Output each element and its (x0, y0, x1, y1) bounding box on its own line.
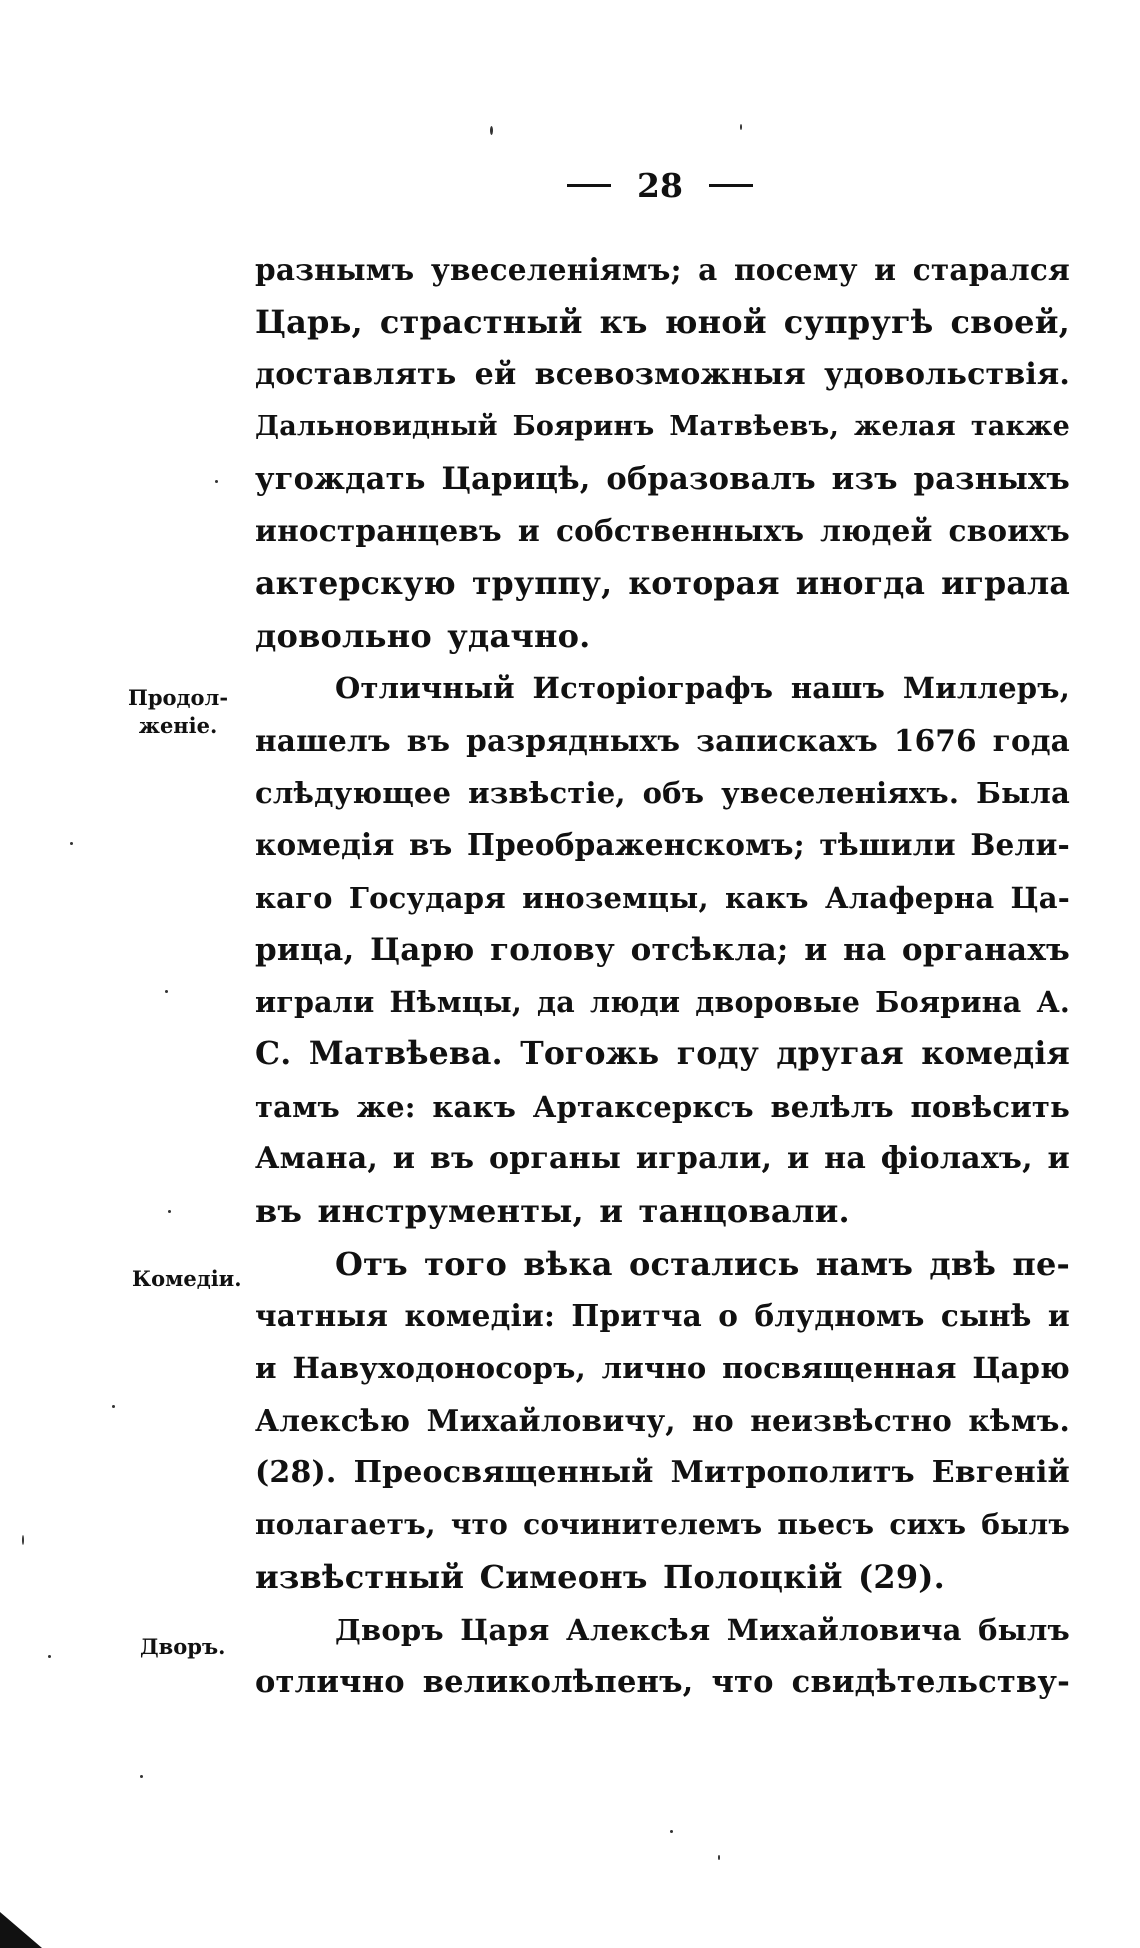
scan-speck (22, 1535, 24, 1545)
scan-speck (70, 842, 73, 845)
text-line: доставлять ей всевозможныя удовольствія. (255, 356, 1070, 392)
text-line: слѣдующее извѣстіе, объ увеселеніяхъ. Была (255, 775, 1070, 810)
text-line: каго Государя иноземцы, какъ Алаферна Ца- (255, 880, 1070, 915)
scan-speck (740, 124, 742, 130)
page-number: 28 (637, 165, 683, 205)
text-line: разнымъ увеселеніямъ; а посему и старался (255, 252, 1070, 287)
text-line: Амана, и въ органы играли, и на фіолахъ, и (255, 1141, 1070, 1177)
margin-note-prodolzhenie-line1: Продол- (128, 685, 229, 710)
text-line: довольно удачно. (255, 617, 591, 656)
scan-speck (168, 1210, 171, 1213)
margin-note-komedii: Комедіи. (132, 1266, 242, 1291)
scan-speck (165, 990, 168, 993)
text-line: Алексѣю Михайловичу, но неизвѣстно кѣмъ. (255, 1402, 1070, 1438)
margin-note-prodolzhenie (128, 684, 228, 740)
header-dash-right (709, 184, 753, 187)
text-line: С. Матвѣева. Тогожь году другая комедія (255, 1035, 1070, 1073)
text-line: Царь, страстный къ юной супругѣ своей, (255, 303, 1070, 342)
text-line: комедія въ Преображенскомъ; тѣшили Вели- (255, 827, 1070, 863)
text-line: Дальновидный Бояринъ Матвѣевъ, желая также (255, 410, 1070, 442)
text-line: въ инструменты, и танцовали. (255, 1192, 850, 1231)
text-line: рица, Царю голову отсѣкла; и на органахъ (255, 931, 1070, 968)
scan-speck (490, 126, 493, 135)
text-line: чатныя комедіи: Притча о блудномъ сынѣ и (255, 1297, 1070, 1333)
scan-speck (215, 480, 218, 483)
text-line: иностранцевъ и собственныхъ людей своихъ (255, 513, 1070, 549)
page-header (540, 160, 780, 210)
text-line: тамъ же: какъ Артаксерксъ велѣлъ повѣсить (255, 1089, 1070, 1124)
text-line: и Навуходоносоръ, лично посвященная Царю (255, 1351, 1070, 1386)
header-dash-left (567, 184, 611, 187)
text-line: Отъ того вѣка остались намъ двѣ пе- (335, 1244, 1070, 1283)
scan-corner-mark (0, 1912, 42, 1948)
text-line: отлично великолѣпенъ, что свидѣтельству- (255, 1664, 1070, 1701)
scan-speck (140, 1775, 143, 1778)
text-line: Дворъ Царя Алексѣя Михайловича былъ (335, 1612, 1070, 1647)
scan-speck (670, 1830, 673, 1833)
text-line: актерскую труппу, которая иногда играла (255, 564, 1070, 602)
margin-note-prodolzhenie-line2: женіе. (138, 713, 218, 738)
text-line: полагаетъ, что сочинителемъ пьесъ сихъ былъ (255, 1508, 1070, 1542)
scan-speck (48, 1655, 51, 1658)
body-text (255, 244, 1070, 1708)
text-line: угождать Царицѣ, образовалъ изъ разныхъ (255, 461, 1070, 498)
text-line: извѣстный Симеонъ Полоцкій (29). (255, 1558, 945, 1597)
scan-speck (718, 1855, 720, 1860)
scan-speck (112, 1405, 115, 1408)
text-line: играли Нѣмцы, да люди дворовые Боярина А. (255, 985, 1070, 1020)
margin-note-dvor: Дворъ. (140, 1634, 226, 1659)
text-line: Отличный Исторіографъ нашъ Миллеръ, (335, 671, 1070, 706)
text-line: (28). Преосвященный Митрополитъ Евгеній (255, 1454, 1070, 1490)
text-line: нашелъ въ разрядныхъ запискахъ 1676 года (255, 722, 1070, 758)
